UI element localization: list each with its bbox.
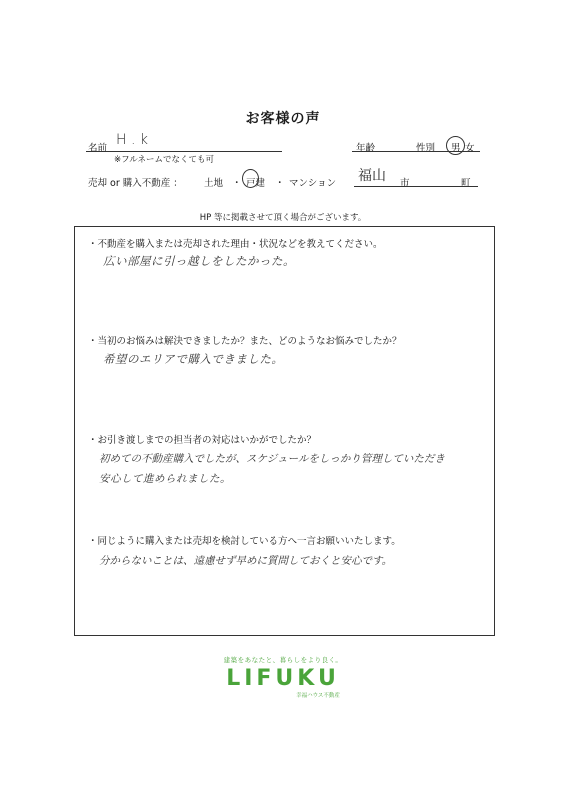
property-sep1: ・ [232, 178, 242, 189]
name-value: H . k [116, 132, 148, 148]
age-label: 年齢 [356, 143, 376, 154]
answer-3-line-2: 安心して進められました。 [99, 473, 231, 485]
company-logo [0, 655, 566, 699]
property-mansion: マンション [289, 178, 337, 189]
town-label: 町 [461, 178, 471, 189]
gender-female: 女 [465, 143, 475, 154]
consent-note: HP 等に掲載させて頂く場合がございます。 [199, 213, 367, 223]
city-label: 市 [400, 178, 410, 189]
property-sep2: ・ [275, 178, 285, 189]
logo-company: 幸福ハウス不動産 [296, 693, 340, 699]
gender-male: 男 [451, 143, 461, 154]
question-1: ・不動産を購入または売却された理由・状況などを教えてください。 [88, 239, 383, 250]
answer-2-line-1: 希望のエリアで購入できました。 [103, 352, 284, 366]
answer-1-line-1: 広い部屋に引っ越しをしたかった。 [103, 254, 295, 268]
age-gender-underline [352, 151, 480, 152]
gender-label: 性別 [416, 143, 436, 154]
answer-3-line-1: 初めての不動産購入でしたが、スケジュールをしっかり管理していただき [99, 453, 445, 465]
name-underline [86, 151, 282, 152]
property-label: 売却 or 購入不動産 ： [88, 178, 183, 189]
gender-male-circle [446, 136, 465, 155]
property-house: 戸建 [246, 178, 266, 189]
address-underline [354, 186, 478, 187]
city-value: 福山 [358, 168, 386, 184]
qa-box [74, 226, 495, 636]
property-house-circle [242, 169, 259, 188]
question-4: ・同じように購入または売却を検討している方へ一言お願いいたします。 [88, 536, 401, 547]
logo-brand: LIFUKU [226, 666, 340, 691]
name-note: ※フルネームでなくても可 [114, 155, 215, 165]
question-2: ・当初のお悩みは解決できましたか？また、どのようなお悩みでしたか？ [88, 336, 402, 347]
page-title: お客様の声 [245, 111, 321, 127]
property-land: 土地 [204, 178, 224, 189]
question-3: ・お引き渡しまでの担当者の対応はいかがでしたか？ [88, 435, 317, 446]
answer-4-line-1: 分からないことは、遠慮せず早めに質問しておくと安心です。 [99, 555, 393, 567]
name-label: 名前 [88, 143, 108, 154]
logo-tagline: 建築をあなたと、暮らしをより良く。 [223, 656, 343, 664]
